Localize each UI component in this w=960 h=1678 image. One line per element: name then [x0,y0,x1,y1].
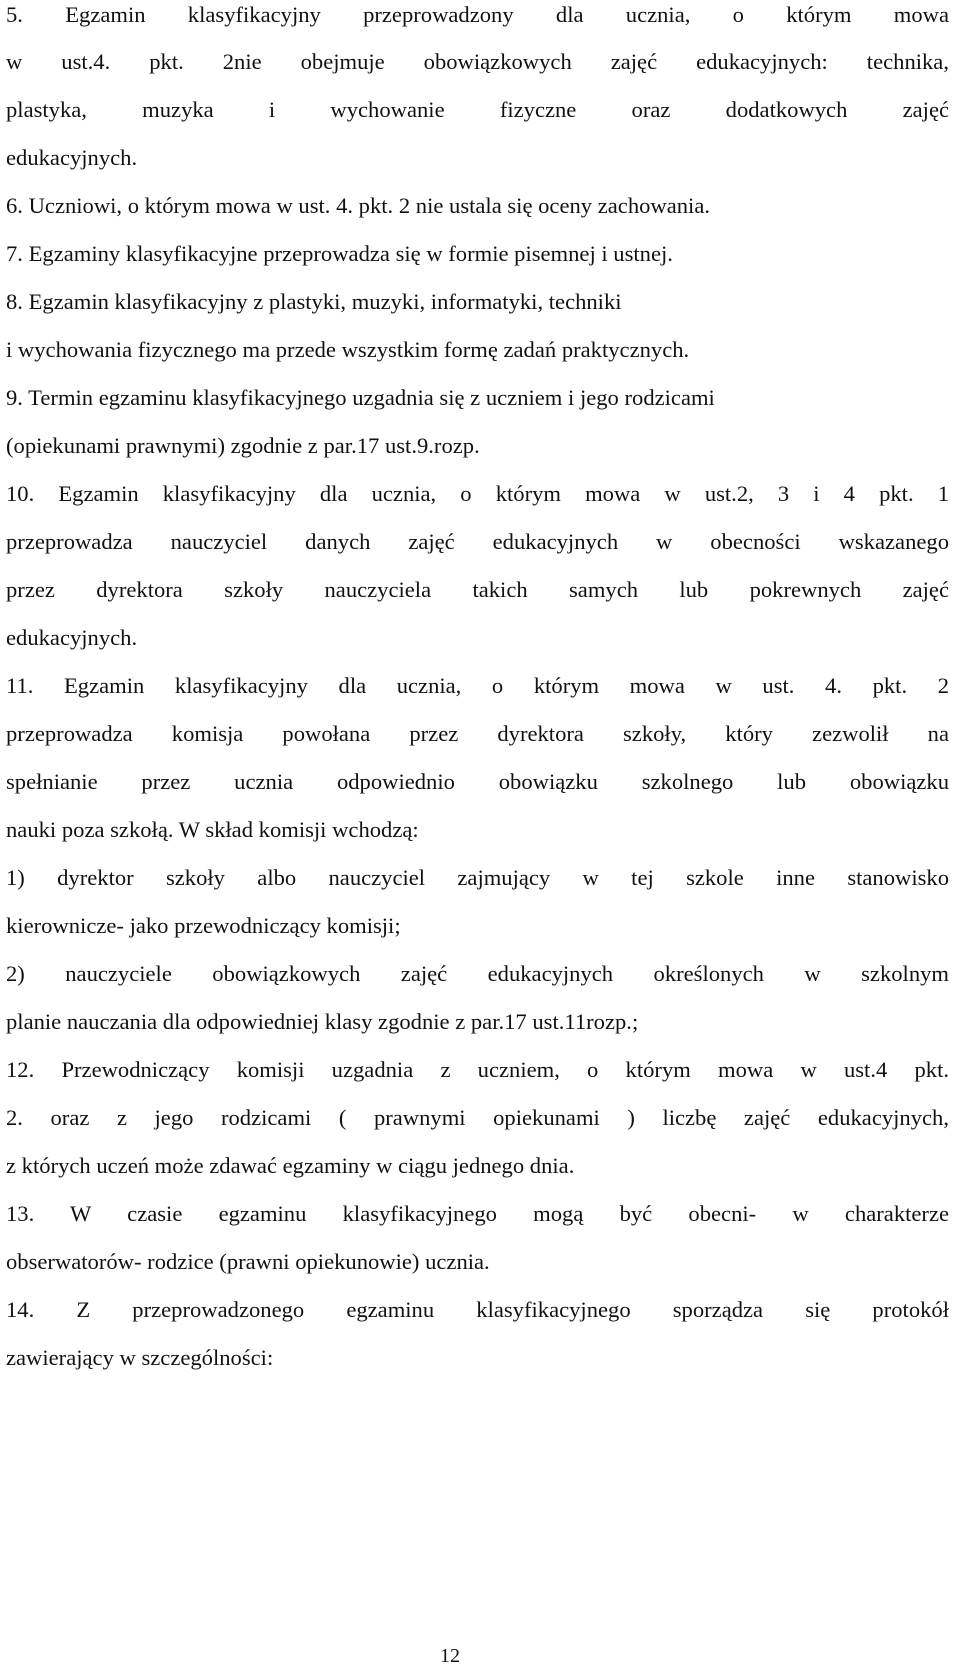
text-line: edukacyjnych. [6,625,138,650]
text-line: i wychowania fizycznego ma przede wszystkim formę zadań praktycznych. [6,337,690,362]
text-line: 2. oraz z jego rodzicami ( prawnymi opiekunami ) liczbę zajęć edukacyjnych, [6,1105,949,1130]
text-line: kierownicze- jako przewodniczący komisji; [6,913,401,938]
page-number: 12 [440,1645,460,1667]
text-line: 9. Termin egzaminu klasyfikacyjnego uzgadnia się z uczniem i jego rodzicami [6,385,715,410]
text-line: zawierający w szczególności: [6,1345,274,1370]
text-line: 12. Przewodniczący komisji uzgadnia z uczniem, o którym mowa w ust.4 pkt. [6,1057,949,1082]
text-line: 11. Egzamin klasyfikacyjny dla ucznia, o którym mowa w ust. 4. pkt. 2 [6,673,949,698]
text-line: 10. Egzamin klasyfikacyjny dla ucznia, o którym mowa w ust.2, 3 i 4 pkt. 1 [6,481,949,506]
text-line: planie nauczania dla odpowiedniej klasy zgodnie z par.17 ust.11rozp.; [6,1009,639,1034]
text-line: z których uczeń może zdawać egzaminy w ciągu jednego dnia. [6,1153,575,1178]
text-line: przez dyrektora szkoły nauczyciela takich samych lub pokrewnych zajęć [6,577,949,602]
text-line: nauki poza szkołą. W skład komisji wchodzą: [6,817,419,842]
text-line: 13. W czasie egzaminu klasyfikacyjnego mogą być obecni- w charakterze [6,1201,949,1226]
text-line: 8. Egzamin klasyfikacyjny z plastyki, muzyki, informatyki, techniki [6,289,622,314]
text-line: 2) nauczyciele obowiązkowych zajęć edukacyjnych określonych w szkolnym [6,961,949,986]
text-line: edukacyjnych. [6,145,138,170]
text-line: (opiekunami prawnymi) zgodnie z par.17 ust.9.rozp. [6,433,480,458]
text-line: 5. Egzamin klasyfikacyjny przeprowadzony dla ucznia, o którym mowa [6,2,949,27]
text-line: 7. Egzaminy klasyfikacyjne przeprowadza się w formie pisemnej i ustnej. [6,241,673,266]
text-line: 1) dyrektor szkoły albo nauczyciel zajmujący w tej szkole inne stanowisko [6,865,949,890]
text-line: plastyka, muzyka i wychowanie fizyczne oraz dodatkowych zajęć [6,97,949,122]
text-line: spełnianie przez ucznia odpowiednio obowiązku szkolnego lub obowiązku [6,769,949,794]
text-line: przeprowadza nauczyciel danych zajęć edukacyjnych w obecności wskazanego [6,529,949,554]
text-line: obserwatorów- rodzice (prawni opiekunowie) ucznia. [6,1249,490,1274]
text-line: 6. Uczniowi, o którym mowa w ust. 4. pkt. 2 nie ustala się oceny zachowania. [6,193,711,218]
text-line: przeprowadza komisja powołana przez dyrektora szkoły, który zezwolił na [6,721,949,746]
text-line: w ust.4. pkt. 2nie obejmuje obowiązkowych zajęć edukacyjnych: technika, [6,49,949,74]
text-line: 14. Z przeprowadzonego egzaminu klasyfikacyjnego sporządza się protokół [6,1297,949,1322]
